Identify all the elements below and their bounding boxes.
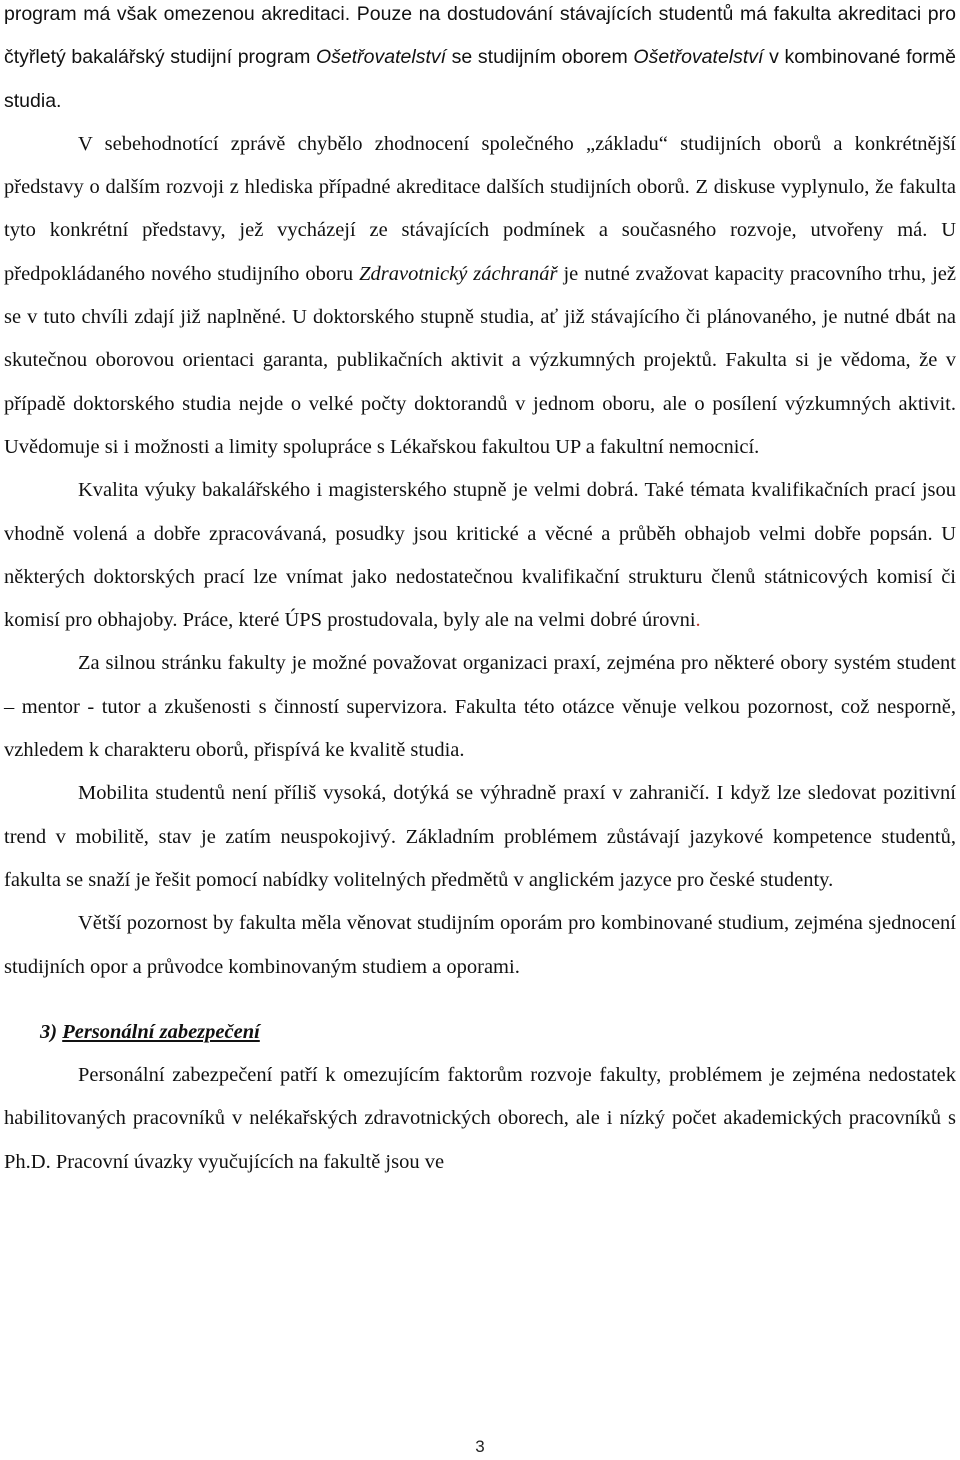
section-title: Personální zabezpečení	[62, 1020, 260, 1043]
paragraph-5: Mobilita studentů není příliš vysoká, dotýká se výhradně praxí v zahraničí. I když lze sledovat pozitivní trend v mobilitě, stav je zatím neuspokojivý. Základním problémem zůstávají jazykové kompetence studentů, fakulta se snaží je řešit pomocí nabídky volitelných předmětů v anglickém jazyce pro české studenty.	[4, 782, 956, 891]
page-number: 3	[475, 1437, 485, 1456]
paragraph-2-text-a: V sebehodnotící zprávě chybělo zhodnocení společného „základu“ studijních oborů a konkrétnější představy o dalším rozvoji z hlediska případné akreditace dalších studijních oborů. Z diskuse vyplynulo, že fakulta tyto konkrétní představy, jež vycházejí ze stávajících podmínek a současného rozvoje, utvořeny má. U předpokládaného nového studijního oboru	[4, 132, 956, 285]
section-number: 3)	[40, 1020, 58, 1043]
program-name-italic: Ošetřovatelství	[315, 46, 447, 69]
paragraph-2-text-c: je nutné zvažovat kapacity pracovního trhu, jež se v tuto chvíli zdají již naplněné. U doktorského stupně studia, ať již stávajícího či plánovaného, je nutné dbát na skutečnou oborovou orientaci garanta, publikačních aktivit a výzkumných projektů. Fakulta si je vědoma, že v případě doktorského studia nejde o velké počty doktorandů v jednom oboru, ale o posílení výzkumných aktivit. Uvědomuje si i možnosti a limity spolupráce s Lékařskou fakultou UP a fakultní nemocnicí.	[4, 262, 956, 458]
paragraph-1-text-c: se studijním oborem	[446, 46, 634, 69]
paragraph-3-text-a: Kvalita výuky bakalářského i magisterského stupně je velmi dobrá. Také témata kvalifikačních prací jsou vhodně volená a dobře zpracovávaná, posudky jsou kritické a věcné a průběh obhajob velmi dobře popsán. U některých doktorských prací lze vnímat jako nedostatečnou kvalifikační strukturu členů státnicových komisí či komisí pro obhajoby. Práce, které ÚPS prostudovala, byly ale na velmi dobré úrovni	[4, 479, 956, 632]
section-gap	[4, 989, 956, 1011]
paragraph-3	[4, 469, 956, 642]
document-page	[4, 0, 956, 1184]
paragraph-1-text-a: program má však omezenou akreditaci. Pouze na dostudování stávajících studentů má fakulta akreditaci pro čtyřletý bakalářský studijní program	[4, 3, 956, 69]
field-name-italic: Ošetřovatelství	[633, 46, 764, 69]
paragraph-2	[4, 123, 956, 469]
paragraph-1	[4, 0, 956, 123]
paragraph-3-period: .	[695, 609, 701, 632]
paragraph-7: Personální zabezpečení patří k omezujícím faktorům rozvoje fakulty, problémem je zejména nedostatek habilitovaných pracovníků v nelékařských zdravotnických oborech, ale i nízký počet akademických pracovníků s Ph.D. Pracovní úvazky vyučujících na fakultě jsou ve	[4, 1064, 956, 1173]
paragraph-4: Za silnou stránku fakulty je možné považovat organizaci praxí, zejména pro některé obory systém student – mentor - tutor a zkušenosti s činností supervizora. Fakulta této otázce věnuje velkou pozornost, což nesporně, vzhledem k charakteru oborů, přispívá ke kvalitě studia.	[4, 652, 956, 762]
new-field-name-italic: Zdravotnický záchranář	[359, 262, 558, 285]
paragraph-1-text-e: v kombinované formě studia.	[4, 46, 957, 112]
paragraph-6: Větší pozornost by fakulta měla věnovat studijním oporám pro kombinované studium, zejména sjednocení studijních opor a průvodce kombinovaným studiem a oporami.	[4, 912, 956, 978]
section-heading	[4, 1011, 956, 1054]
